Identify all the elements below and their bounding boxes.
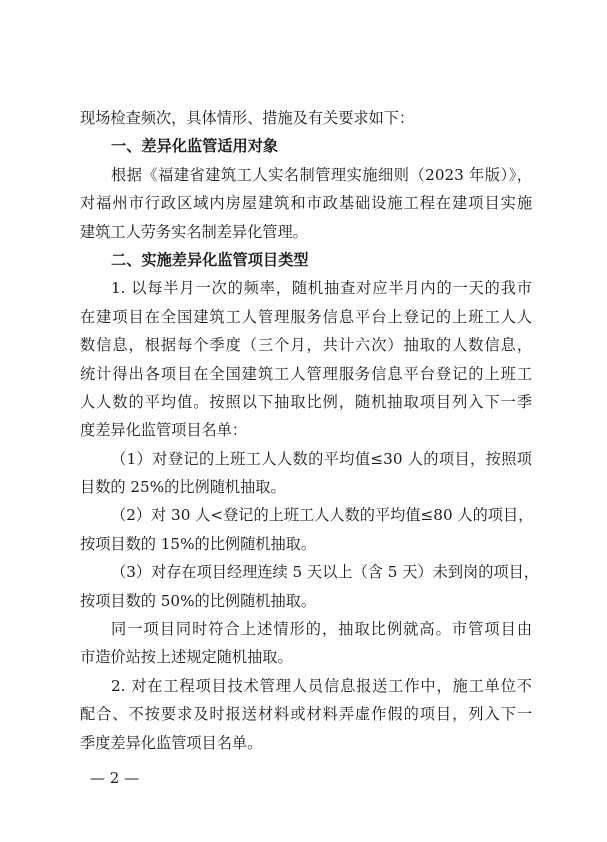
body-line: 建筑工人劳务实名制差异化管理。 [80, 222, 308, 241]
body-line: 1. 以每半月一次的频率，随机抽查对应半月内的一天的我市 [111, 279, 532, 298]
body-line: 人人数的平均值。按照以下抽取比例，随机抽取项目列入下一季 [80, 392, 532, 411]
body-line: 按项目数的 50%的比例随机抽取。 [80, 591, 317, 610]
body-line: 市造价站按上述规定随机抽取。 [80, 648, 293, 667]
body-line: 数信息，根据每个季度（三个月，共计六次）抽取的人数信息， [80, 336, 532, 355]
body-line: 根据《福建省建筑工人实名制管理实施细则（2023 年版）》， [111, 165, 532, 184]
body-line: （3）对存在项目经理连续 5 天以上（含 5 天）未到岗的项目， [111, 563, 539, 582]
body-line: 同一项目同时符合上述情形的，抽取比例就高。市管项目由 [111, 620, 532, 639]
body-line: 在建项目在全国建筑工人管理服务信息平台上登记的上班工人人 [80, 307, 532, 326]
document-body [80, 104, 539, 757]
body-line: 配合、不按要求及时报送材料或材料弄虚作假的项目，列入下一 [80, 705, 532, 724]
body-line: 对福州市行政区域内房屋建筑和市政基础设施工程在建项目实施 [80, 194, 532, 213]
page-number: — 2 — [90, 769, 140, 787]
section-heading-2: 二、实施差异化监管项目类型 [111, 250, 309, 269]
body-line: 按项目数的 15%的比例随机抽取。 [80, 534, 317, 553]
body-line: 2. 对在工程项目技术管理人员信息报送工作中，施工单位不 [111, 676, 532, 695]
body-line: 目数的 25%的比例随机抽取。 [80, 478, 286, 497]
body-line: 度差异化监管项目名单： [80, 421, 248, 440]
body-line: 现场检查频次，具体情形、措施及有关要求如下： [80, 109, 415, 127]
body-line: （1）对登记的上班工人人数的平均值≤30 人的项目，按照项 [111, 449, 532, 468]
section-heading-1: 一、差异化监管适用对象 [111, 137, 279, 156]
body-line: 统计得出各项目在全国建筑工人管理服务信息平台登记的上班工 [80, 364, 532, 383]
body-line: （2）对 30 人<登记的上班工人人数的平均值≤80 人的项目， [111, 506, 534, 525]
body-line: 季度差异化监管项目名单。 [80, 733, 263, 752]
